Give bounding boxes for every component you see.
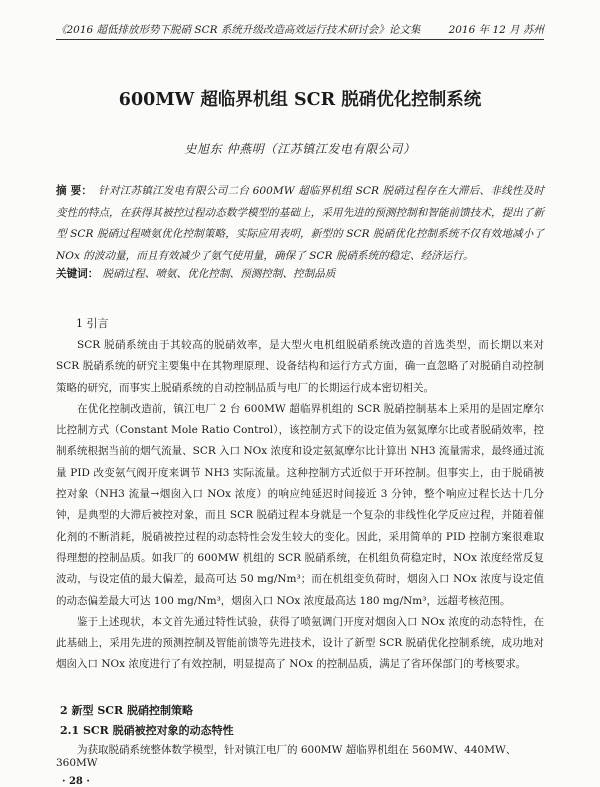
paper-title: 600MW 超临界机组 SCR 脱硝优化控制系统 [118,90,482,110]
header-proceedings-title: 《2016 超低排放形势下脱硝 SCR 系统升级改造高效运行技术研讨会》论文集 [56,24,421,36]
section-heading-strategy: 2 新型 SCR 脱硝控制策略 [60,704,193,717]
keywords-text: 脱硝过程、喷氨、优化控制、预测控制、控制品质 [102,268,336,280]
page-number: · 28 · [62,776,90,787]
section-heading-introduction: 1 引言 [76,317,109,330]
header-date-location: 2016 年 12 月 苏州 [448,24,544,36]
abstract [56,181,544,267]
paragraph: SCR 脱硝系统由于其较高的脱硝效率，是大型火电机组脱硝系统改造的首选类型，而长期以来对 SCR 脱硝系统的研究主要集中在其物理原理、设备结构和运行方式方面，确一直忽略了对脱硝自动控制策略的研究，而事实上脱硝系统的自动控制品质与电厂的长期运行成本密切相关。 [56,339,544,394]
paper-authors: 史旭东 仲燕明（江苏镇江发电有限公司） [184,142,416,156]
paragraph: 在优化控制改造前，镇江电厂 2 台 600MW 超临界机组的 SCR 脱硝控制基本上采用的是固定摩尔比控制方式（Constant Mole Ratio Control），该控制方式下的设定值为氨氮摩尔比或者脱硝效率，控制系统根据当前的烟气流量、SCR 入口 NOx 浓度和设定氨氮摩尔比计算出 NH3 流量需求，最终通过流量 PID 改变氨气阀开度来调节 NH3 实际流量。这种控制方式近似于开环控制。但事实上，由于脱硝被控对象（NH3 流量→烟囱入口 NOx 浓度）的响应纯延迟时间接近 3 分钟，整个响应过程长达十几分钟，是典型的大滞后被控对象，而且 SCR 脱硝过程本身就是一个复杂的非线性化学反应过程，并随着催化剂的不断消耗，脱硝被控过程的动态特性会发生较大的变化。因此，采用简单的 PID 控制方案很难取得理想的控制品质。如我厂的 600MW 机组的 SCR 脱硝系统，在机组负荷稳定时，NOx 浓度经常反复波动，与设定值的最大偏差，最高可达 50 mg/Nm³；而在机组变负荷时，烟囱入口 NOx 浓度与设定值的动态偏差最大可达 100 mg/Nm³，烟囱入口 NOx 浓度最高达 180 mg/Nm³，远超考核范围。 [56,402,544,607]
keywords-label: 关键词： [56,268,99,280]
header-rule [56,39,544,40]
abstract-label: 摘 要： [56,185,93,197]
running-header [56,22,544,40]
paragraph: 鉴于上述现状，本文首先通过特性试验，获得了喷氨调门开度对烟囱入口 NOx 浓度的动态特性，在此基础上，采用先进的预测控制及智能前馈等先进技术，设计了新型 SCR 脱硝优化控制系统，成功地对烟囱入口 NOx 浓度进行了有效控制，明显提高了 NOx 的控制品质，满足了省环保部门的考核要求。 [56,615,544,671]
keywords [56,266,544,281]
subsection-heading-dynamics: 2.1 SCR 脱硝被控对象的动态特性 [60,724,234,737]
abstract-text: 针对江苏镇江发电有限公司二台 600MW 超临界机组 SCR 脱硝过程存在大滞后、非线性及时变性的特点，在获得其被控过程动态数学模型的基础上，采用先进的预测控制和智能前馈技术，提出了新型 SCR 脱硝过程喷氨优化控制策略，实际应用表明，新型的 SCR 脱硝优化控制系统不仅有效地减小了 NOx 的波动量，而且有效减少了氨气使用量，确保了 SCR 脱硝系统的稳定、经济运行。 [56,185,544,262]
paragraph-continued: 为获取脱硝系统整体数学模型，针对镇江电厂的 600MW 超临界机组在 560MW、440MW、360MW [56,744,517,769]
body-text [56,335,544,676]
